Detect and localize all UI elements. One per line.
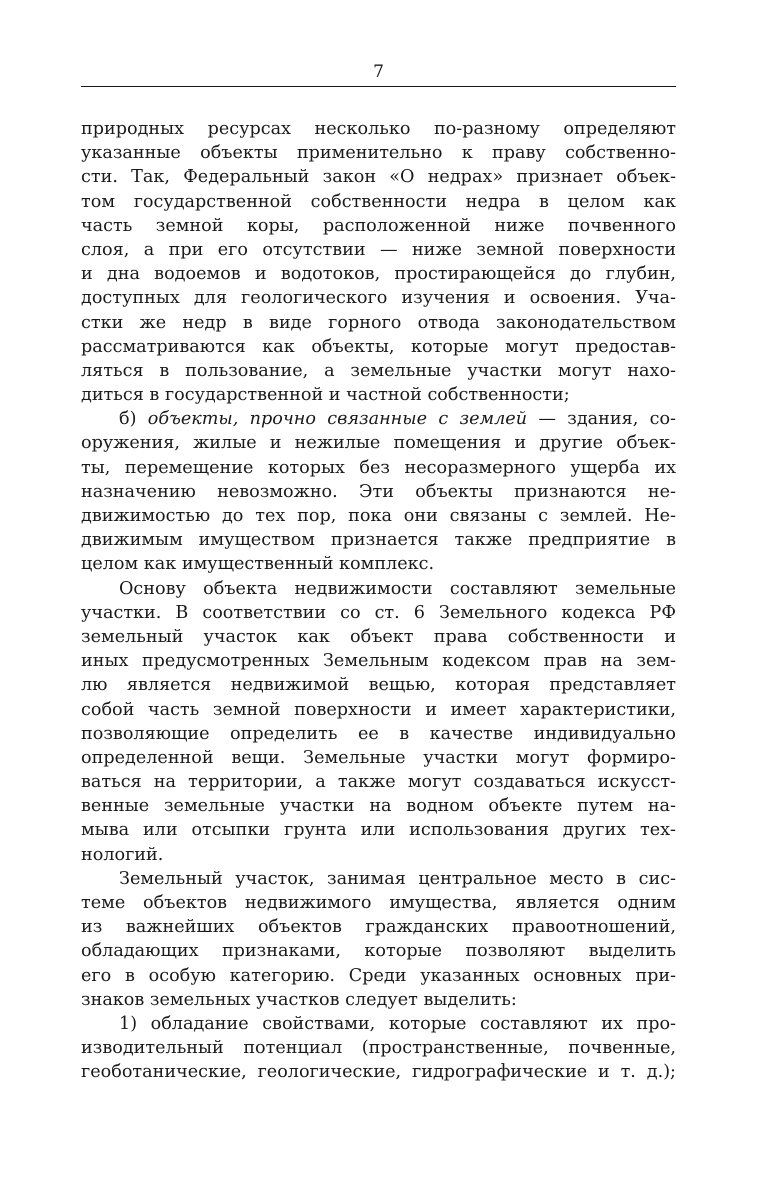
text-line: участки. В соответствии со ст. 6 Земельного кодекса РФ <box>81 602 676 623</box>
text-line: нологий. <box>81 844 164 865</box>
text-line: лю является недвижимой вещью, которая представляет <box>81 675 676 696</box>
text-line: движимым имуществом признается также предприятие в <box>81 530 676 551</box>
text-line: природных ресурсах несколько по-разному определяют <box>81 119 676 139</box>
item-marker: б) <box>119 409 148 430</box>
paragraph-item-1 <box>81 1012 676 1085</box>
paragraph <box>81 577 676 867</box>
text-line: движимостью до тех пор, пока они связаны с землей. Не- <box>81 506 676 526</box>
page-number: 7 <box>373 62 384 82</box>
text-line: геоботанические, геологические, гидрографические и т. д.); <box>81 1062 676 1083</box>
text-line: целом как имущественный комплекс. <box>81 554 435 575</box>
text-line: доступных для геологического изучения и освоения. Уча- <box>81 288 676 309</box>
text-line: знаков земельных участков следует выделить: <box>81 989 517 1010</box>
paragraph-continuation <box>81 117 676 407</box>
header-rule <box>81 86 676 87</box>
text-line: земельный участок как объект права собственности и <box>81 626 676 647</box>
text-line: часть земной коры, расположенной ниже почвенного <box>81 215 676 236</box>
text-line: указанные объекты применительно к праву собственно- <box>81 143 676 164</box>
text-line: Основу объекта недвижимости составляют земельные <box>119 578 676 599</box>
text-line: изводительный потенциал (пространственные, почвенные, <box>81 1038 676 1059</box>
text-line: ты, перемещение которых без несоразмерного ущерба их <box>81 457 676 478</box>
body-text <box>81 117 676 1085</box>
text-line: венные земельные участки на водном объекте путем на- <box>81 796 676 817</box>
text-line: обладающих признаками, которые позволяют выделить <box>81 941 676 962</box>
text-line: Земельный участок, занимая центральное место в сис- <box>119 868 676 889</box>
text-line: диться в государственной и частной собственности; <box>81 385 570 406</box>
text-line: мыва или отсыпки грунта или использования других тех- <box>81 820 676 841</box>
paragraph-item-b <box>81 407 676 576</box>
text-line: иных предусмотренных Земельным кодексом прав на зем- <box>81 651 676 672</box>
text-line: и дна водоемов и водотоков, простирающейся до глубин, <box>81 264 676 285</box>
text-line: назначению невозможно. Эти объекты признаются не- <box>81 481 676 502</box>
text-line: стки же недр в виде горного отвода законодательством <box>81 312 676 333</box>
text-line: слоя, а при его отсутствии — ниже земной поверхности <box>81 239 676 260</box>
text-line: определенной вещи. Земельные участки могут формиро- <box>81 747 676 768</box>
text-line: из важнейших объектов гражданских правоотношений, <box>81 917 676 938</box>
emphasized-term: объекты, прочно связанные с землей <box>147 409 528 430</box>
text-line-first <box>81 407 676 431</box>
text-line: том государственной собственности недра в целом как <box>81 191 676 212</box>
text-line: рассматриваются как объекты, которые могут предостав- <box>81 336 676 357</box>
text-line: сти. Так, Федеральный закон «О недрах» признает объек- <box>81 167 676 188</box>
text-line: теме объектов недвижимого имущества, является одним <box>81 893 676 913</box>
text-line: его в особую категорию. Среди указанных основных при- <box>81 965 676 986</box>
text-line: ляться в пользование, а земельные участки могут нахо- <box>81 360 676 381</box>
text-line: собой часть земной поверхности и имеет характеристики, <box>81 699 676 720</box>
text-fragment: — здания, со- <box>527 409 676 430</box>
text-line: ваться на территории, а также могут создаваться искусст- <box>81 772 676 793</box>
text-line: 1) обладание свойствами, которые составляют их про- <box>119 1013 676 1034</box>
text-line: позволяющие определить ее в качестве индивидуально <box>81 723 676 744</box>
text-line: оружения, жилые и нежилые помещения и другие объек- <box>81 433 676 454</box>
paragraph <box>81 867 676 1012</box>
